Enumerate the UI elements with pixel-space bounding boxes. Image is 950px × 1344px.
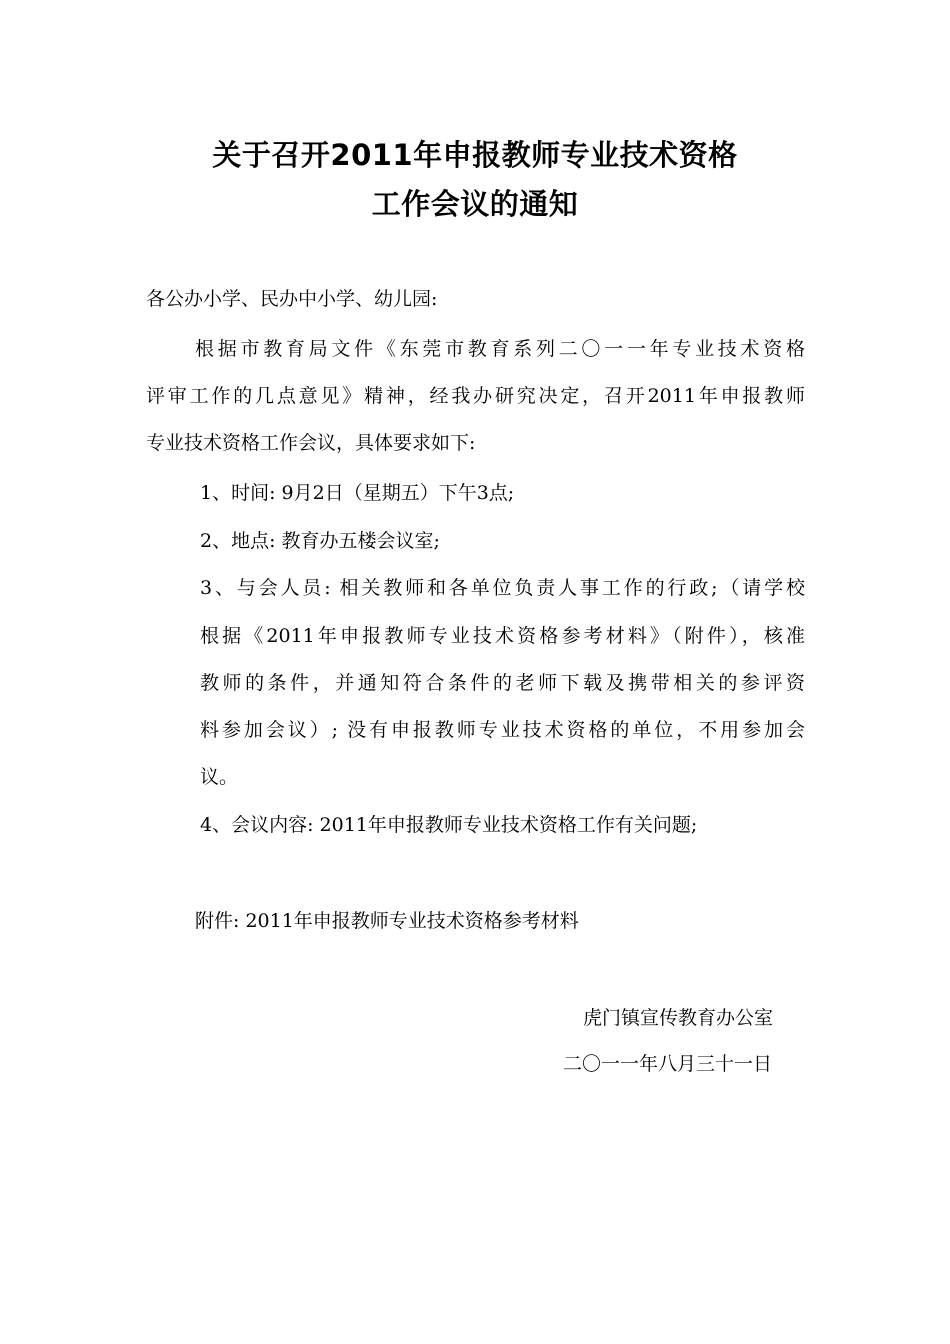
signature-office: 虎门镇宣传教育办公室 (583, 1007, 774, 1029)
item-attendees-line-4: 料参加会议）; 没有申报教师专业技术资格的单位，不用参加会 (200, 719, 805, 741)
intro-line-1: 根据市教育局文件《东莞市教育系列二〇一一年专业技术资格 (195, 338, 805, 360)
intro-line-3: 专业技术资格工作会议，具体要求如下: (146, 432, 476, 454)
item-place: 2、地点: 教育办五楼会议室; (200, 530, 440, 552)
title-line-2: 工作会议的通知 (371, 187, 579, 221)
item-attendees-line-1: 3、与会人员: 相关教师和各单位负责人事工作的行政;（请学校 (200, 577, 805, 599)
item-attendees-line-2: 根据《2011年申报教师专业技术资格参考材料》（附件），核准 (200, 625, 805, 647)
item-attendees-line-5: 议。 (200, 766, 239, 788)
item-content: 4、会议内容: 2011年申报教师专业技术资格工作有关问题; (200, 814, 698, 836)
signature-date: 二〇一一年八月三十一日 (563, 1053, 773, 1075)
item-attendees-line-3: 教师的条件，并通知符合条件的老师下载及携带相关的参评资 (200, 672, 805, 694)
item-time: 1、时间: 9月2日（星期五）下午3点; (200, 482, 515, 504)
title-line-1: 关于召开2011年申报教师专业技术资格 (212, 138, 738, 172)
attachment: 附件: 2011年申报教师专业技术资格参考材料 (195, 910, 579, 932)
salutation: 各公办小学、民办中小学、幼儿园: (146, 288, 438, 310)
intro-line-2: 评审工作的几点意见》精神，经我办研究决定，召开2011年申报教师 (146, 385, 805, 407)
